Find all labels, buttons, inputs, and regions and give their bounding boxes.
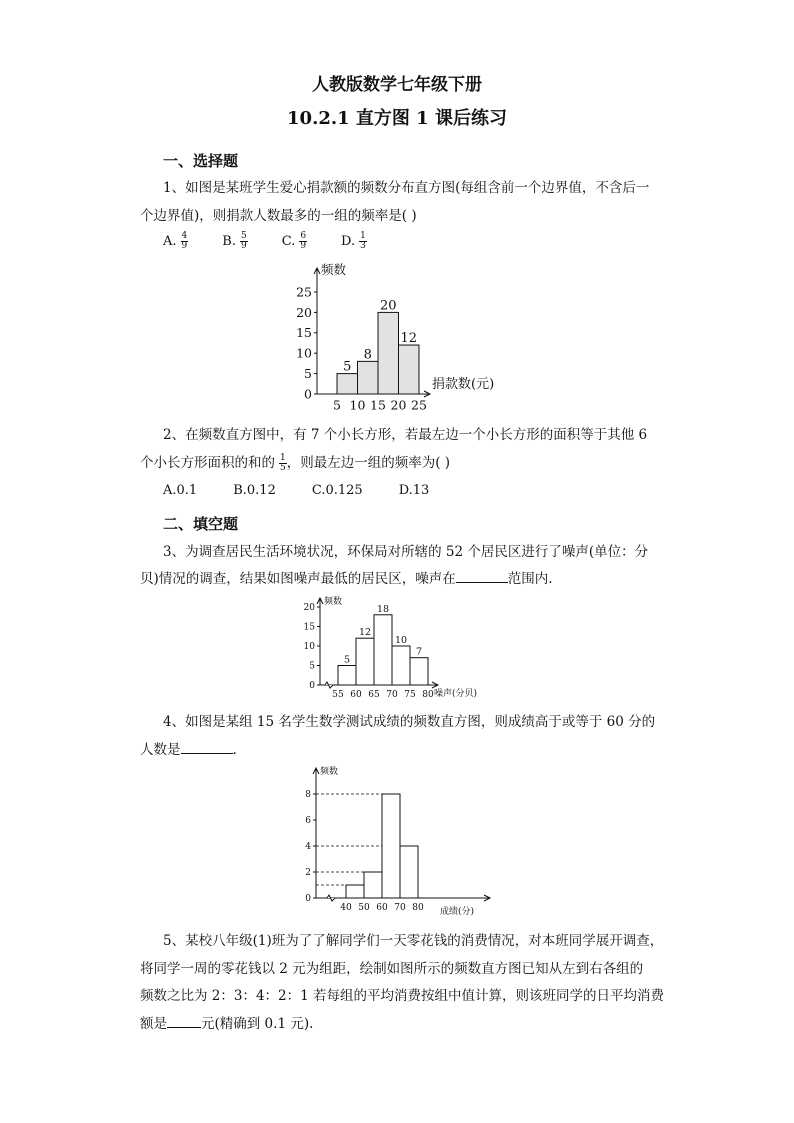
q2-text-line2: 个小长方形面积的和的 $\frac{1}{5}$ ，则最左边一组的频率为( ): [140, 453, 451, 473]
q2-options: [163, 483, 429, 498]
histogram-bar: [378, 312, 399, 394]
q5-text-line1: 5、某校八年级(1)班为了了解同学们一天零花钱的消费情况，对本班同学展开调查，: [163, 933, 664, 949]
donation-histogram: [280, 262, 520, 412]
page-subtitle: 10.2.1 直方图 1 课后练习: [287, 108, 507, 129]
histogram-bar: [392, 646, 410, 685]
section-heading-fill: 二、填空题: [163, 515, 239, 533]
q2-option-c[interactable]: C.0.125: [311, 483, 363, 498]
x-tick-label: 70: [386, 690, 398, 700]
x-tick-label: 60: [350, 690, 362, 700]
q2-option-a[interactable]: A.0.1: [163, 483, 198, 498]
q5-text-line2: 将同学一周的零花钱以 2 元为组距，绘制如图所示的频数直方图已知从左到右各组的: [140, 961, 644, 977]
y-tick-label: 10: [303, 642, 315, 653]
x-tick-label: 50: [358, 903, 370, 913]
q1-option-d[interactable]: D. $\frac{1}{3}$: [341, 231, 366, 251]
bar-data-label: 8: [363, 347, 372, 363]
y-axis-label: 频数: [324, 597, 343, 607]
y-axis-label: 频数: [321, 262, 347, 277]
x-axis-label: 噪声(分贝): [434, 689, 478, 699]
bar-data-label: 7: [415, 646, 423, 658]
section-heading-choice: 一、选择题: [163, 152, 239, 170]
q1-option-c[interactable]: C. $\frac{6}{9}$: [281, 231, 307, 251]
q3-text-line2: 贝)情况的调查，结果如图噪声最低的居民区，噪声在 范围内.: [140, 571, 553, 587]
q2-text-line1: 2、在频数直方图中，有 7 个小长方形，若最左边一个小长方形的面积等于其他 6: [163, 427, 648, 443]
q4-answer-blank[interactable]: [181, 741, 233, 754]
x-tick-label: 75: [404, 690, 416, 700]
x-tick-label: 65: [368, 690, 380, 700]
bar-data-label: 12: [358, 627, 372, 639]
y-tick-label: 4: [305, 842, 311, 853]
q1-text-line1: 1、如图是某班学生爱心捐款额的频数分布直方图(每组含前一个边界值，不含后一: [163, 180, 650, 196]
q4-text-line1: 4、如图是某组 15 名学生数学测试成绩的频数直方图，则成绩高于或等于 60 分的: [163, 714, 656, 730]
y-tick-label: 25: [296, 284, 312, 300]
q1-options: [163, 232, 367, 251]
y-tick-label: 0: [304, 386, 312, 402]
q1-option-a[interactable]: A. $\frac{4}{9}$: [163, 231, 188, 251]
x-tick-label: 70: [394, 903, 406, 913]
histogram-bar: [364, 872, 382, 898]
histogram-bar: [410, 658, 428, 685]
histogram-bar: [400, 846, 418, 898]
y-tick-label: 15: [296, 325, 312, 341]
y-tick-label: 5: [309, 661, 315, 672]
x-tick-label: 15: [370, 397, 386, 412]
histogram-bar: [338, 666, 356, 686]
y-tick-label: 0: [309, 681, 315, 692]
x-tick-label: 25: [411, 397, 427, 412]
q1-option-b[interactable]: B. $\frac{5}{9}$: [222, 231, 247, 251]
y-tick-label: 5: [304, 365, 312, 381]
y-tick-label: 20: [296, 304, 312, 320]
y-tick-label: 8: [305, 790, 311, 801]
axis-break: [325, 682, 333, 688]
q2-option-d[interactable]: D.13: [398, 483, 430, 498]
x-tick-label: 20: [390, 397, 407, 412]
y-tick-label: 2: [305, 868, 311, 879]
bar-data-label: 10: [394, 635, 408, 646]
q5-answer-blank[interactable]: [167, 1015, 201, 1028]
histogram-bar: [356, 638, 374, 685]
bar-data-label: 5: [343, 654, 351, 666]
q5-text-line4: 额是 元(精确到 0.1 元).: [140, 1016, 314, 1032]
q1-text-line2: 个边界值)，则捐款人数最多的一组的频率是( ): [140, 208, 417, 224]
y-tick-label: 20: [303, 603, 315, 614]
axis-break: [327, 895, 335, 901]
histogram-bar: [358, 361, 379, 394]
x-tick-label: 10: [349, 397, 366, 412]
x-tick-label: 55: [332, 690, 344, 700]
histogram-bar: [337, 374, 358, 394]
y-axis-label: 频数: [320, 767, 339, 777]
bar-data-label: 18: [376, 603, 390, 615]
x-axis-label: 捐款数(元): [432, 377, 495, 392]
q4-text-line2: 人数是 .: [140, 742, 237, 758]
histogram-bar: [382, 794, 400, 898]
bar-data-label: 20: [379, 298, 397, 314]
y-tick-label: 0: [305, 894, 311, 905]
bar-data-label: 12: [400, 331, 418, 347]
x-tick-label: 80: [422, 690, 434, 700]
noise-histogram: [300, 594, 500, 700]
histogram-bar: [346, 885, 364, 898]
x-tick-label: 60: [376, 903, 388, 913]
histogram-bar: [374, 615, 392, 685]
page-title: 人教版数学七年级下册: [312, 75, 482, 95]
y-tick-label: 15: [303, 622, 315, 633]
q3-text-line1: 3、为调查居民生活环境状况，环保局对所辖的 52 个居民区进行了噪声(单位：分: [163, 544, 649, 560]
x-tick-label: 40: [340, 903, 352, 913]
y-tick-label: 10: [296, 345, 312, 361]
score-histogram: [290, 764, 500, 916]
histogram-bar: [399, 345, 420, 394]
y-tick-label: 6: [305, 816, 311, 827]
x-tick-label: 80: [412, 903, 424, 913]
q5-text-line3: 频数之比为 2：3：4：2：1 若每组的平均消费按组中值计算，则该班同学的日平均消费: [140, 988, 665, 1004]
q2-option-b[interactable]: B.0.12: [233, 483, 276, 498]
x-tick-label: 5: [333, 397, 341, 412]
q3-answer-blank[interactable]: [456, 570, 508, 583]
bar-data-label: 5: [343, 359, 352, 375]
x-axis-label: 成绩(分): [440, 907, 475, 916]
